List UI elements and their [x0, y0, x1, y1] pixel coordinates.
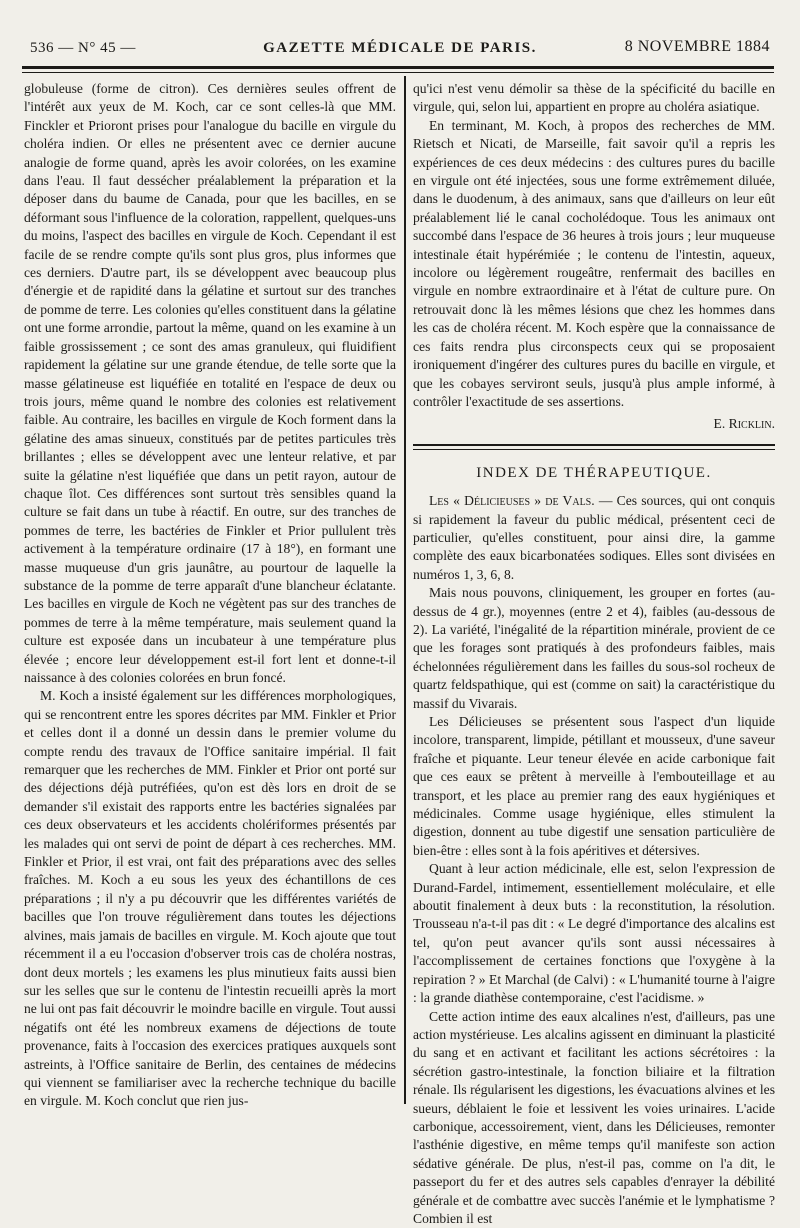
index-paragraph-1-text: — Ces sources, qui ont conquis si rapidement la faveur du public médical, présentent ceci de particulier, qu'elles constituent, pour ainsi dire, la gamme complète des eaux bicarbonatées sodiques. Elles sont divisées en numéros 1, 3, 6, 8. — [413, 493, 775, 582]
index-lead: Les « Délicieuses » de Vals. — [429, 493, 595, 508]
index-title: INDEX DE THÉRAPEUTIQUE. — [413, 464, 775, 482]
header-rule-thin — [22, 72, 774, 73]
page-number: 536 — N° 45 — — [30, 40, 136, 57]
index-paragraph-2: Mais nous pouvons, cliniquement, les grouper en fortes (au-dessus de 4 gr.), moyennes (entre 2 et 4), faibles (au-dessous de 2). La variété, l'inégalité de la répartition minérale, provient de ce que les forages sont pratiqués à des profondeurs faibles, mais échelonnées régulièrement dans les failles du sous-sol rocheux de quartz feldspathique, qui est (comme on sait) la caractéristique du massif du Vivarais. — [413, 584, 775, 713]
index-paragraph-3: Les Délicieuses se présentent sous l'aspect d'un liquide incolore, transparent, limpide, pétillant et mousseux, d'une saveur fraîche et piquante. Leur teneur élevée en acide carbonique fait que ces eaux se prêtent à merveille à l'embouteillage et au transport, et les place au premier rang des eaux hygiéniques et médicinales. Comme usage hygiénique, elles stimulent la digestion, donnent au tube digestif une sensation particulière de bien-être : elles sont à la fois apéritives et détersives. — [413, 713, 775, 860]
page-header — [30, 36, 770, 64]
index-paragraph-5: Cette action intime des eaux alcalines n'est, d'ailleurs, pas une action mystérieuse. Les alcalins agissent en diminuant la plasticité du sang et en activant et facilitant les actions sécrétoires : la sécrétion gastro-intestinale, la fonction biliaire et la filtration rénale. Ils régularisent les digestions, les évacuations alvines et les sueurs, déblaient le foie et lessivent les voies urinaires. L'acide carbonique, accessoirement, vient, dans les Délicieuses, remonter l'asthénie digestive, en même temps qu'il manifeste son action sédative générale. De plus, n'est-il pas, comme on l'a dit, le passeport du fer et des autres sels capables d'enrayer la débilité générale et de combattre avec succès l'anémie et le lymphatisme ? Combien il est — [413, 1008, 775, 1228]
left-column — [24, 80, 396, 1111]
header-rule-thick — [22, 66, 774, 69]
index-paragraph-4: Quant à leur action médicinale, elle est, selon l'expression de Durand-Fardel, intimement, essentiellement moléculaire, et elle aboutit finalement à deux buts : la reconstitution, la résolution. Trousseau n'a-t-il pas dit : « Le degré d'importance des alcalins est tel, qu'on peut avancer qu'ils sont aussi nécessaires à l'accomplissement de certaines fonctions que l'oxygène à la repiration ? » Et Marchal (de Calvi) : « L'humanité tourne à l'aigre : la grande diathèse contemporaine, c'est l'acidisme. » — [413, 860, 775, 1007]
left-paragraph-2: M. Koch a insisté également sur les différences morphologiques, qui se rencontrent entre les spores décrites par MM. Finkler et Prior et celles dont il a donné un dessin dans le premier volume du compte rendu des travaux de l'Office sanitaire impérial. Il fait remarquer que les recherches de MM. Finkler et Prior ont porté sur des déjections déjà putréfiées, qu'on est dès lors en droit de se demander s'il existait des rapports entre les bactéries signalées par ces deux observateurs et les accidents cholériformes présentés par les malades qui ont servi de point de départ à ces recherches. MM. Finkler et Prior, il est vrai, ont fait des préparations avec des selles fraîches. M. Koch a eu sous les yeux des échantillons de ces préparations ; il n'y a pu découvrir que les différentes variétés de bacilles que l'on trouve régulièrement dans toutes les déjections alvines, mais jamais de bacilles en virgule. M. Koch ajoute que tout récemment il a eu l'occasion d'observer trois cas de choléra nostras, dont deux mortels ; les examens les plus minutieux faits aussi bien sur les selles que sur le contenu de l'intestin recueilli après la mort ne lui ont pas fait découvrir le moindre bacille en virgule. Tout aussi négatifs ont été les nombreux examens de déjections de toute provenance, faits à l'occasion des exercices pratiques auxquels sont astreints, à l'Office sanitaire de Berlin, des centaines de médecins qui viennent se familiariser avec la recherche technique du bacille en virgule. M. Koch conclut que rien jus- — [24, 687, 396, 1110]
section-rule-thick — [413, 444, 775, 446]
journal-title: GAZETTE MÉDICALE DE PARIS. — [30, 40, 770, 57]
right-column — [413, 80, 775, 1228]
index-paragraph-1 — [413, 492, 775, 584]
author-signature: E. Ricklin. — [413, 415, 775, 433]
issue-date: 8 NOVEMBRE 1884 — [625, 38, 770, 56]
right-paragraph-2: En terminant, M. Koch, à propos des recherches de MM. Rietsch et Nicati, de Marseille, fait savoir qu'il a repris les expériences de ces deux médecins : des cultures pures du bacille en virgule ont été injectées, sous une forme extrêmement diluée, dans le duodenum, à des animaux, sans que d'ailleurs on leur eût préalablement lié le canal cocholédoque. Tous les animaux ont succombé dans l'espace de 36 heures à trois jours ; leur muqueuse intestinale était hypérémiée ; le contenu de l'intestin, aqueux, incolore ou légèrement rougeâtre, renfermait des bacilles en virgule en nombre extraordinaire et à l'état de culture pure. On retrouvait donc là les mêmes lésions que chez les hommes dans les cas de choléra récent. M. Koch espère que la connaissance de ces faits rendra plus circonspects ceux qui se proposaient ironiquement d'ingérer des cultures pures du bacille en virgule, et que les cobayes serviront seuls, jusqu'à plus ample informé, à contrôler l'exactitude de ses assertions. — [413, 117, 775, 412]
right-paragraph-1: qu'ici n'est venu démolir sa thèse de la spécificité du bacille en virgule, qui, selon lui, appartient en propre au choléra asiatique. — [413, 80, 775, 117]
section-rule-thin — [413, 449, 775, 450]
column-divider — [404, 76, 406, 1104]
left-paragraph-1: globuleuse (forme de citron). Ces dernières seules offrent de l'intérêt aux yeux de M. Koch, car ce sont celles-là que MM. Finckler et Prioront prises pour l'analogue du bacille en virgule du choléra indien. Or elles ne présentent avec ce dernier aucune analogie de forme quand, après les avoir colorées, on les examine dans l'eau. Il faut dessécher préalablement la préparation et la déposer dans du baume de Canada, pour que les bacilles, en se déformant sous l'influence de la coloration, rappellent, quelques-uns du moins, l'aspect des bacilles en virgule de Koch. Cependant il est facile de se rendre compte qu'ils sont plus gros, plus informes que ces derniers. D'autre part, ils se développent avec beaucoup plus d'énergie et de rapidité dans la gélatine et surtout sur des tranches de pomme de terre. Les colonies qu'elles constituent dans la gélatine ont une forme arrondie, partout la même, quand on les examine à un faible grossissement ; ce sont des amas granuleux, qui fluidifient rapidement la gélatine sur une grande étendue, de telle sorte que la masse gélatineuse est liquéfiée en totalité en l'espace de deux ou trois jours, même quand le nombre des colonies est relativement faible. Au contraire, les bacilles en virgule de Koch forment dans la gélatine des amas sinueux, constitués par de petites particules très brillantes ; elles se développent avec une lenteur relative, et par suite la gélatine n'est liquéfiée que dans un petit rayon, autour de chaque îlot. Ces différences sont surtout très sensibles quand la culture se fait dans un tube à réactif. En outre, sur des tranches de pommes de terre, les bactéries de Finkler et Prior pullulent très activement à la température ordinaire (17 à 18°), en formant une masse muqueuse d'un gris jaunâtre, au pourtour de laquelle la substance de la pomme de terre apparaît d'une blancheur éclatante. Les bacilles en virgule de Koch ne végètent pas sur des tranches de pommes de terre à la même température, mais seulement quand la culture est exposée dans un incubateur à une température plus élevée ; encore leur développement est-il fort lent et donne-t-il naissance à des colonies colorées en brun foncé. — [24, 80, 396, 687]
